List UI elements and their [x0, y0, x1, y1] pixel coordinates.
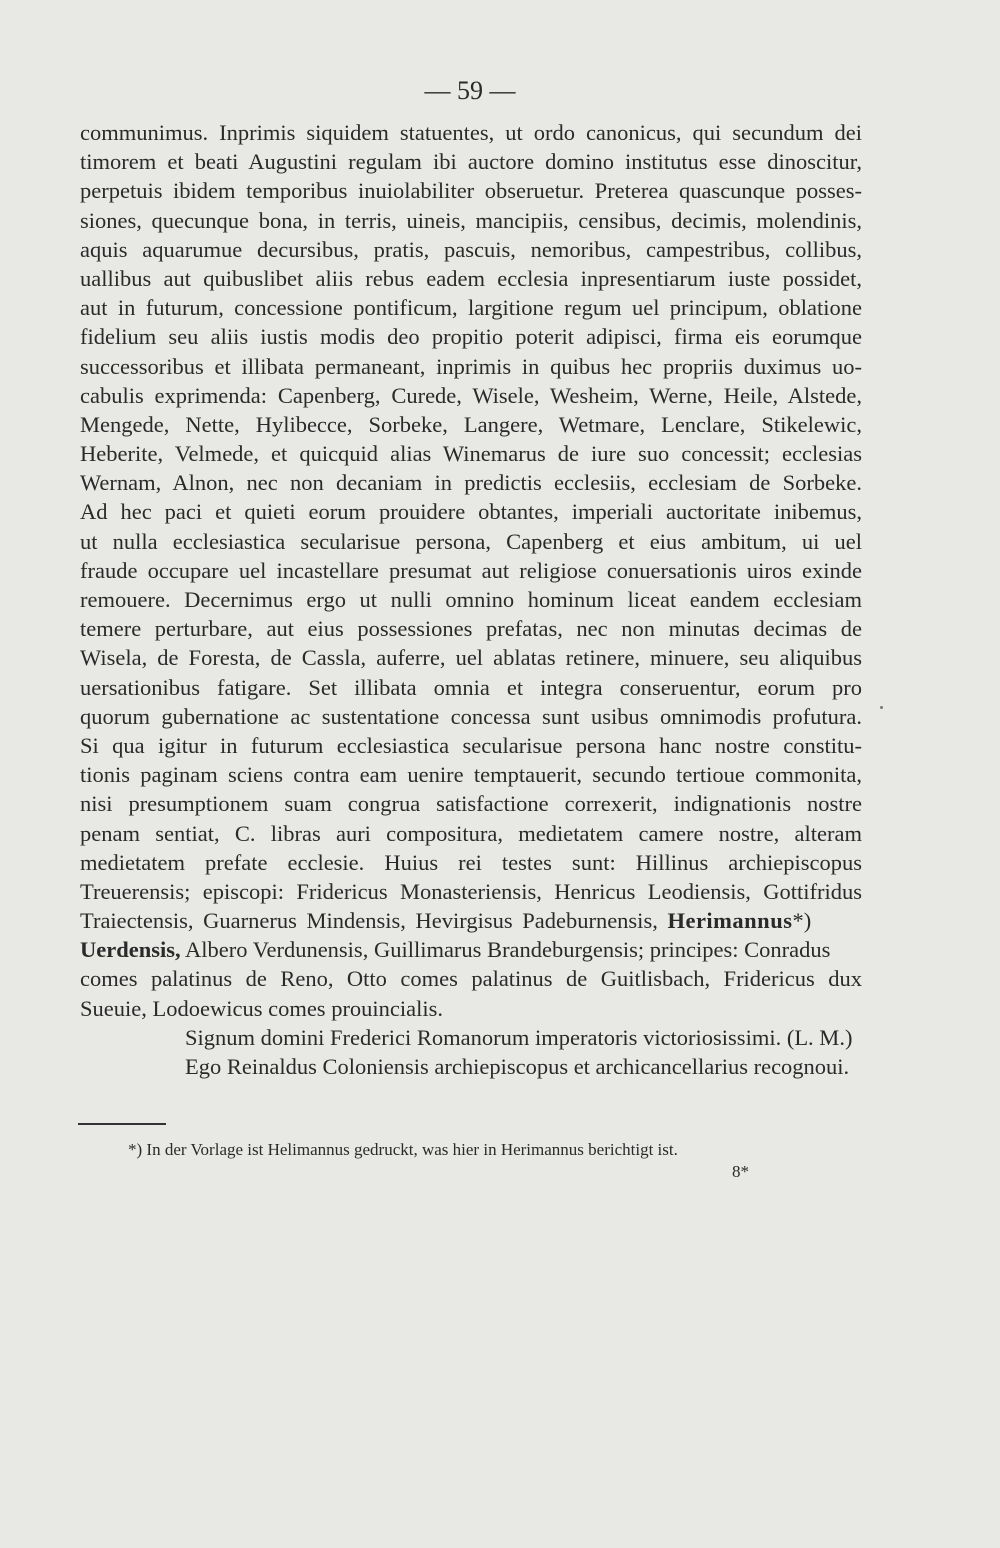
footnote-rule	[78, 1123, 166, 1125]
text-line: Heberite, Velmede, et quicquid alias Winemarus de iure suo concessit; ecclesias	[80, 441, 862, 467]
bold-name: Herimannus	[667, 908, 793, 934]
text-line-with-bold	[80, 906, 862, 935]
text-line: successoribus et illibata permaneant, inprimis in quibus hec propriis duximus uo-	[80, 353, 862, 379]
footnote-ref: *)	[792, 908, 812, 934]
text-line: remouere. Decernimus ergo ut nulli omnino hominum liceat eandem ecclesiam	[80, 587, 862, 612]
bold-name: Uerdensis,	[80, 937, 181, 963]
text-line: quorum gubernatione ac sustentatione concessa sunt usibus omnimodis profutura.	[80, 703, 862, 729]
text-line: siones, quecunque bona, in terris, uineis, mancipiis, censibus, decimis, molendinis,	[80, 207, 862, 233]
page-number: — 59 —	[424, 76, 516, 105]
text-line: Traiectensis, Guarnerus Mindensis, Hevirgisus Padeburnensis,	[80, 908, 658, 934]
text-line: perpetuis ibidem temporibus inuiolabiliter obseruetur. Preterea quascunque posses-	[80, 178, 862, 204]
text-line: ut nulla ecclesiastica secularisue persona, Capenberg et eius ambitum, ui uel	[80, 528, 862, 554]
text-line: uallibus aut quibuslibet aliis rebus eadem ecclesia inpresentiarum iuste possidet,	[80, 265, 862, 291]
text-line: Ad hec paci et quieti eorum prouidere obtantes, imperiali auctoritate inibemus,	[80, 499, 862, 525]
text-line-with-bold	[80, 935, 862, 964]
text-line: comes palatinus de Reno, Otto comes palatinus de Guitlisbach, Fridericus dux	[80, 966, 862, 992]
text-line: Albero Verdunensis, Guillimarus Brandeburgensis; principes: Conradus	[180, 937, 831, 963]
text-line: communimus. Inprimis siquidem statuentes, ut ordo canonicus, qui secundum dei	[80, 120, 862, 145]
text-line: Treuerensis; episcopi: Fridericus Monasteriensis, Henricus Leodiensis, Gottifridus	[80, 878, 862, 904]
signum-line: Signum domini Frederici Romanorum imperatoris victoriosissimi. (L. M.)	[185, 1024, 853, 1050]
text-line: timorem et beati Augustini regulam ibi auctore domino institutus esse dinoscitur,	[80, 149, 862, 175]
text-line: aut in futurum, concessione pontificum, largitione regum uel principum, oblatione	[80, 295, 862, 321]
text-line: Si qua igitur in futurum ecclesiastica secularisue persona hanc nostre constitu-	[80, 732, 862, 758]
text-line: aquis aquarumue decursibus, pratis, pascuis, nemoribus, campestribus, collibus,	[80, 236, 862, 262]
text-line: uersationibus fatigare. Set illibata omnia et integra conseruentur, eorum pro	[80, 674, 862, 700]
text-line: fidelium seu aliis iustis modis deo propitio poterit adipisci, firma eis eorumque	[80, 324, 862, 350]
signature-mark: 8*	[732, 1162, 749, 1181]
ego-line: Ego Reinaldus Coloniensis archiepiscopus et archicancellarius recognoui.	[185, 1054, 850, 1079]
footnote: *) In der Vorlage ist Helimannus gedruckt, was hier in Herimannus berichtigt ist.	[128, 1140, 678, 1159]
text-line: penam sentiat, C. libras auri compositura, medietatem camere nostre, alteram	[80, 820, 862, 846]
margin-dot	[880, 706, 883, 709]
text-line: Sueuie, Lodoewicus comes prouincialis.	[80, 995, 444, 1021]
text-line: nisi presumptionem suam congrua satisfactione correxerit, indignationis nostre	[80, 791, 862, 817]
text-line: cabulis exprimenda: Capenberg, Curede, Wisele, Wesheim, Werne, Heile, Alstede,	[80, 382, 862, 408]
text-line: medietatem prefate ecclesie. Huius rei testes sunt: Hillinus archiepiscopus	[80, 849, 862, 875]
text-line: Mengede, Nette, Hylibecce, Sorbeke, Langere, Wetmare, Lenclare, Stikelewic,	[80, 411, 862, 437]
charter-text	[80, 118, 862, 1081]
text-line: Wernam, Alnon, nec non decaniam in predictis ecclesiis, ecclesiam de Sorbeke.	[80, 470, 862, 496]
text-line: fraude occupare uel incastellare presumat aut religiose conuersationis uiros exinde	[80, 557, 862, 583]
text-line: temere perturbare, aut eius possessiones prefatas, nec non minutas decimas de	[80, 616, 862, 642]
text-line: tionis paginam sciens contra eam uenire temptauerit, secundo tertioue commonita,	[80, 762, 862, 788]
text-line: Wisela, de Foresta, de Cassla, auferre, uel ablatas retinere, minuere, seu aliquibus	[80, 645, 862, 671]
